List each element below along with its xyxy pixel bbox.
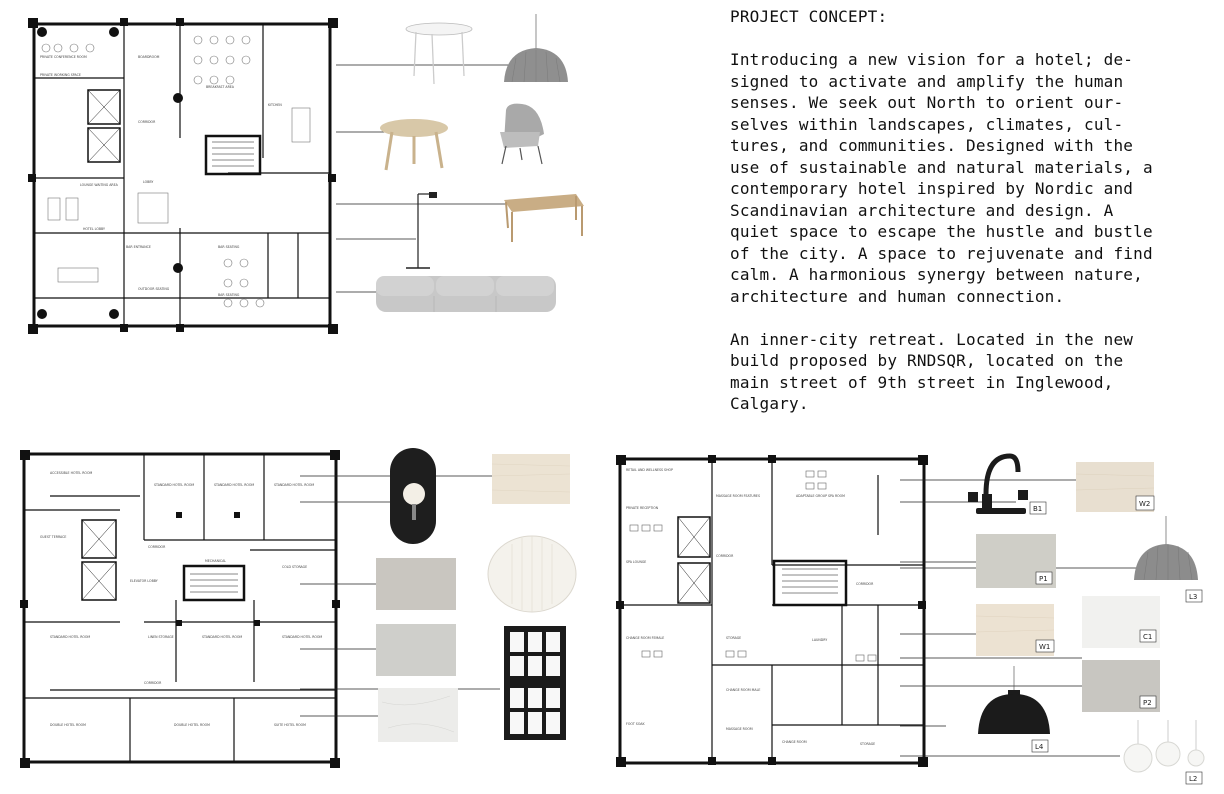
svg-text:RETAIL AND WELLNESS SHOP: RETAIL AND WELLNESS SHOP — [626, 468, 673, 472]
product-cluster-top — [336, 14, 586, 328]
svg-text:STANDARD HOTEL ROOM: STANDARD HOTEL ROOM — [282, 635, 323, 639]
svg-text:STANDARD HOTEL ROOM: STANDARD HOTEL ROOM — [154, 483, 195, 487]
svg-text:ELEVATOR LOBBY: ELEVATOR LOBBY — [130, 579, 158, 583]
svg-text:COLD STORAGE: COLD STORAGE — [282, 565, 308, 569]
svg-text:MASSAGE ROOM: MASSAGE ROOM — [726, 727, 753, 731]
black-window-frame — [504, 626, 566, 740]
black-faucet — [968, 456, 1028, 514]
svg-text:CORRIDOR: CORRIDOR — [144, 681, 162, 685]
svg-text:ACCESSIBLE HOTEL ROOM: ACCESSIBLE HOTEL ROOM — [50, 471, 93, 475]
tag-w1-label: W1 — [1039, 643, 1051, 651]
svg-text:CHANGE ROOM FEMALE: CHANGE ROOM FEMALE — [626, 636, 665, 640]
tag-p2-label: P2 — [1143, 699, 1152, 707]
svg-text:PRIVATE CONFERENCE ROOM: PRIVATE CONFERENCE ROOM — [40, 55, 87, 59]
grey-lounge-chair — [500, 104, 544, 164]
svg-text:BREAKFAST AREA: BREAKFAST AREA — [206, 85, 234, 89]
light-grey-paint-swatch — [376, 624, 456, 676]
grey-paint-swatch — [376, 558, 456, 610]
white-marble-swatch — [378, 688, 458, 742]
floor-plan-ground-level — [28, 18, 338, 334]
grey-pendant-lamp — [504, 14, 568, 82]
tag-w2-label: W2 — [1139, 500, 1151, 508]
svg-text:SUITE HOTEL ROOM: SUITE HOTEL ROOM — [274, 723, 306, 727]
svg-text:STANDARD HOTEL ROOM: STANDARD HOTEL ROOM — [274, 483, 315, 487]
svg-text:STANDARD HOTEL ROOM: STANDARD HOTEL ROOM — [214, 483, 255, 487]
svg-text:STANDARD HOTEL ROOM: STANDARD HOTEL ROOM — [202, 635, 243, 639]
floor-plan-spa-level — [616, 455, 928, 769]
svg-text:STANDARD HOTEL ROOM: STANDARD HOTEL ROOM — [50, 635, 91, 639]
tag-l3-label: L3 — [1189, 593, 1198, 601]
material-cluster-bottom-left — [300, 444, 590, 758]
svg-text:CORRIDOR: CORRIDOR — [856, 582, 874, 586]
svg-text:OUTDOOR SEATING: OUTDOOR SEATING — [138, 287, 170, 291]
tag-p1-label: P1 — [1039, 575, 1048, 583]
tag-b1-label: B1 — [1033, 505, 1043, 513]
black-wall-sconce — [390, 448, 436, 544]
svg-text:CORRIDOR: CORRIDOR — [716, 554, 734, 558]
svg-text:CHANGE ROOM: CHANGE ROOM — [782, 740, 807, 744]
svg-text:KITCHEN: KITCHEN — [268, 103, 282, 107]
svg-text:STORAGE: STORAGE — [726, 636, 742, 640]
svg-text:STORAGE: STORAGE — [860, 742, 876, 746]
svg-text:GUEST TERRACE: GUEST TERRACE — [40, 535, 67, 539]
svg-text:BOARDROOM: BOARDROOM — [138, 55, 160, 59]
oak-wood-swatch — [492, 454, 570, 504]
white-dining-table — [406, 23, 472, 84]
svg-text:MECHANICAL: MECHANICAL — [205, 559, 227, 563]
concept-title: PROJECT CONCEPT: — [730, 7, 888, 26]
svg-text:SPA LOUNGE: SPA LOUNGE — [626, 560, 647, 564]
grey-sofa — [376, 276, 556, 312]
svg-text:FOOT SOAK: FOOT SOAK — [626, 722, 645, 726]
grey-pendant-light — [1134, 516, 1198, 580]
concept-paragraph-1: Introducing a new vision for a hotel; de- signed to activate and amplify the human senses. We seek out North to orient our- selves within landscapes, climates, cul- tures, and communities. Designed with the use of sustainable and natural materials, a contemporary hotel inspired by Nordic and Scandinavian architecture and design. A quiet space to escape the hustle and bustle of the city. A space to rejuvenate and find calm. A harmonious synergy between nature, architecture and human connection. — [730, 50, 1153, 306]
svg-text:PRIVATE RECEPTION: PRIVATE RECEPTION — [626, 506, 659, 510]
svg-text:CHANGE ROOM MALE: CHANGE ROOM MALE — [726, 688, 761, 692]
svg-text:MASSAGE ROOM FEATURES: MASSAGE ROOM FEATURES — [716, 494, 760, 498]
project-concept — [730, 6, 1210, 436]
white-globe-pendants — [1124, 720, 1204, 772]
svg-text:BAR SEATING: BAR SEATING — [218, 293, 240, 297]
black-dome-pendant — [978, 666, 1050, 734]
svg-text:LOUNGE WAITING AREA: LOUNGE WAITING AREA — [80, 183, 118, 187]
svg-text:LINEN STORAGE: LINEN STORAGE — [148, 635, 174, 639]
svg-text:ADAPTABLE GROUP SPA ROOM: ADAPTABLE GROUP SPA ROOM — [796, 494, 845, 498]
svg-text:DOUBLE HOTEL ROOM: DOUBLE HOTEL ROOM — [50, 723, 86, 727]
concept-paragraph-2: An inner-city retreat. Located in the new build proposed by RNDSQR, located on the main street of 9th street in Inglewood, Calgary. — [730, 329, 1134, 413]
svg-text:LAUNDRY: LAUNDRY — [812, 638, 828, 642]
svg-text:LOBBY: LOBBY — [143, 180, 154, 184]
svg-text:BAR ENTRANCE: BAR ENTRANCE — [126, 245, 151, 249]
tag-c1-label: C1 — [1143, 633, 1153, 641]
svg-text:HOTEL LOBBY: HOTEL LOBBY — [83, 227, 105, 231]
tag-l4-label: L4 — [1035, 743, 1044, 751]
svg-text:PRIVATE WORKING SPACE: PRIVATE WORKING SPACE — [40, 73, 81, 77]
white-pendant-globe — [488, 536, 576, 612]
svg-text:CORRIDOR: CORRIDOR — [148, 545, 166, 549]
svg-text:CORRIDOR: CORRIDOR — [138, 120, 156, 124]
material-cluster-bottom-right — [900, 450, 1224, 794]
svg-text:DOUBLE HOTEL ROOM: DOUBLE HOTEL ROOM — [174, 723, 210, 727]
black-floor-lamp — [406, 192, 437, 268]
svg-text:BAR SEATING: BAR SEATING — [218, 245, 240, 249]
wood-coffee-table — [380, 119, 448, 170]
wood-bench — [504, 194, 584, 242]
tag-l2-label: L2 — [1189, 775, 1198, 783]
floor-plan-guest-level — [20, 450, 340, 768]
